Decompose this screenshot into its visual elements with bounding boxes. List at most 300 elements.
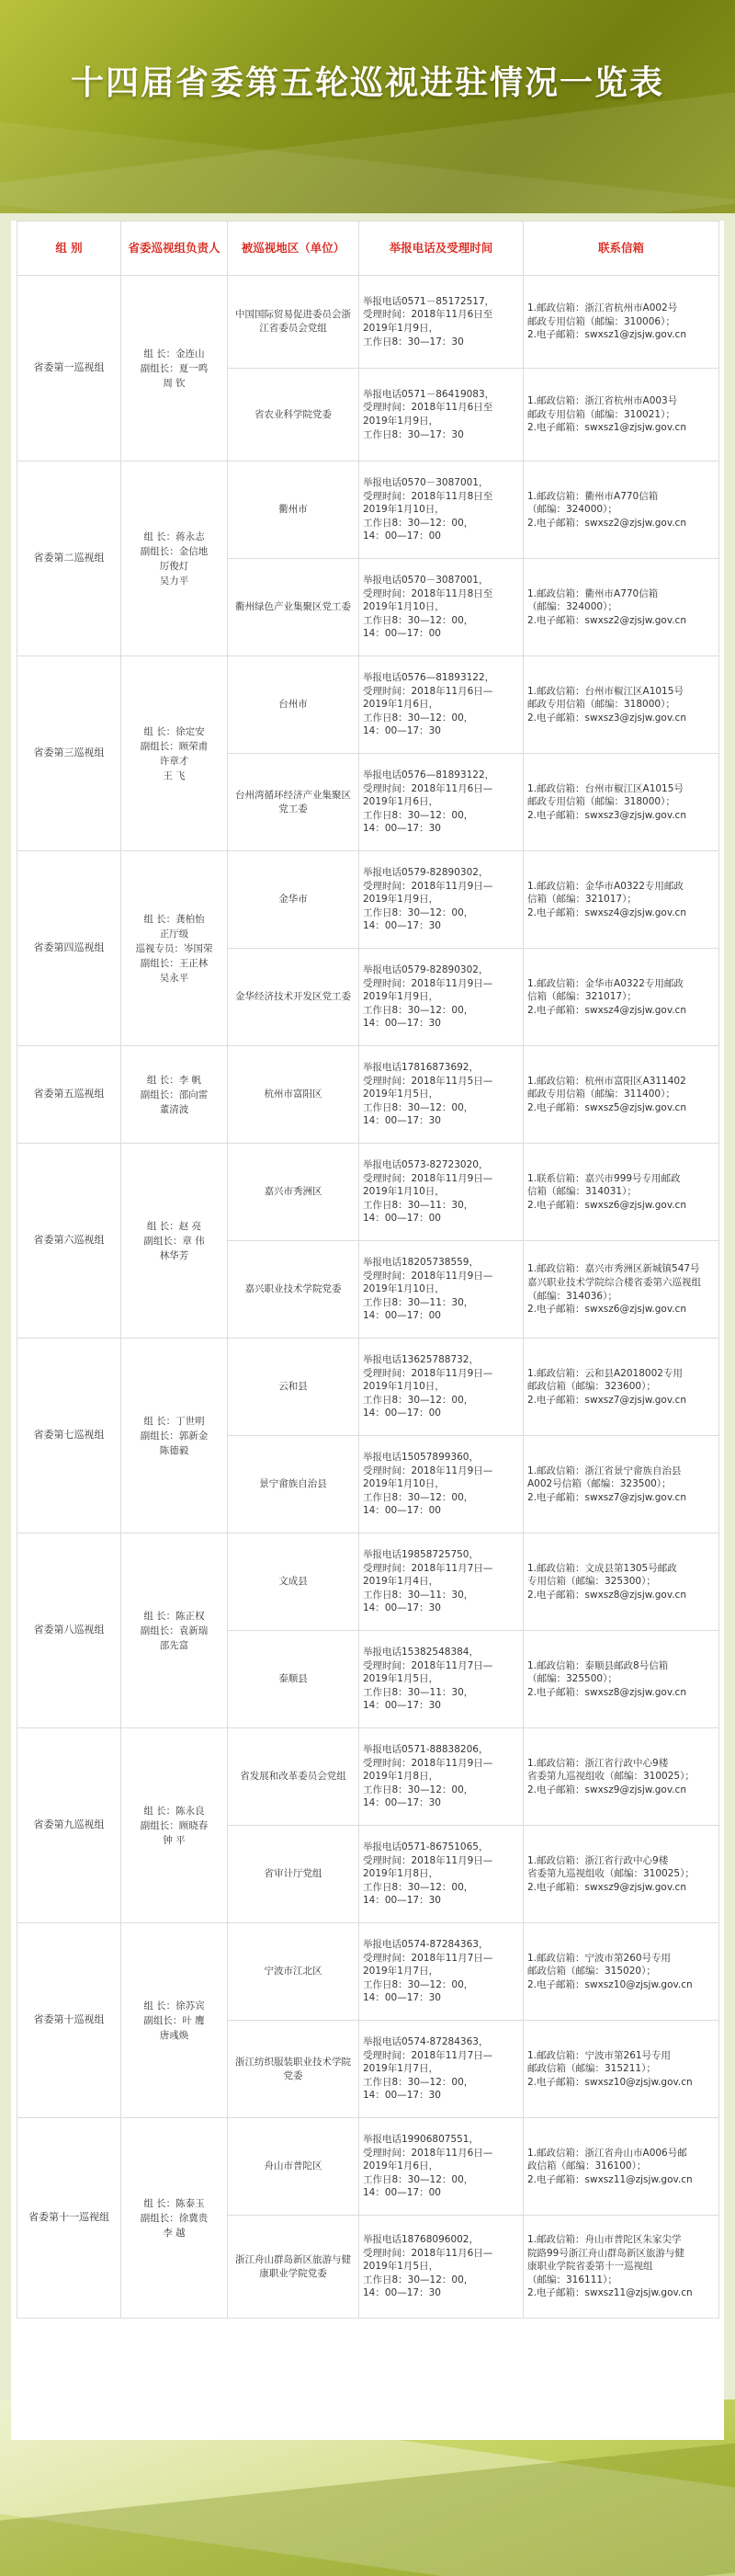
contact-line: 1.邮政信箱：舟山市普陀区朱家尖学 [527,2234,682,2246]
phone-line: 2019年1月6日， [363,2160,439,2172]
phone-line: 举报电话0574-87284363， [363,1939,489,1951]
group-leaders [121,276,228,462]
contact-mailbox [524,559,719,656]
contact-line: 1.邮政信箱：浙江省行政中心9楼 [527,1854,669,1866]
contact-line: （邮编：325500）； [527,1673,617,1685]
phone-line: 14：00—17：00 [363,1310,441,1322]
leader-line: 王 飞 [163,769,186,781]
contact-line: 1.邮政信箱：浙江省舟山市A006号邮 [527,2147,687,2159]
contact-line: 2.电子邮箱：swxsz11@zjsjw.gov.cn [527,2173,693,2185]
inspected-unit: 嘉兴市秀洲区 [228,1144,359,1241]
phone-line: 2019年1月9日， [363,323,439,334]
phone-line: 14：00—17：00 [363,530,441,542]
contact-line: A002号信箱（邮编：323500）； [527,1478,672,1490]
leader-line: 组 长：徐苏宾 [143,2000,205,2012]
contact-line: 邮政专用信箱（邮编：310006）； [527,315,675,327]
inspected-unit: 景宁畲族自治县 [228,1436,359,1533]
group-name: 省委第一巡视组 [17,276,121,462]
phone-line: 受理时间：2018年11月9日— [363,1757,493,1769]
contact-line: 1.邮政信箱：浙江省杭州市A003号 [527,395,678,407]
phone-line: 工作日8：30—11：30， [363,1686,474,1698]
report-phone-hours [359,754,524,851]
leader-line: 副组长：叶 鹰 [143,2014,205,2026]
contact-mailbox [524,1728,719,1826]
phone-line: 2019年1月7日， [363,1966,439,1978]
contact-mailbox [524,851,719,949]
phone-line: 14：00—17：30 [363,1018,441,1030]
phone-line: 举报电话0571－85172517， [363,295,495,307]
table-row [17,1533,719,1631]
contact-mailbox [524,1144,719,1241]
contact-line: 1.邮政信箱：金华市A0322专用邮政 [527,880,684,892]
contact-line: 邮政专用信箱（邮编：310021）； [527,408,675,420]
phone-line: 14：00—17：30 [363,1895,441,1907]
table-body [17,276,719,2319]
phone-line: 举报电话0573-82723020， [363,1159,489,1171]
group-leaders [121,851,228,1046]
phone-line: 工作日8：30—12：00， [363,1394,474,1406]
inspected-unit: 衢州市 [228,462,359,559]
group-name: 省委第四巡视组 [17,851,121,1046]
inspected-unit: 嘉兴职业技术学院党委 [228,1241,359,1339]
group-name: 省委第九巡视组 [17,1728,121,1923]
phone-line: 受理时间：2018年11月6日— [363,685,493,697]
header-unit: 被巡视地区（单位） [228,222,359,276]
contact-mailbox [524,369,719,462]
phone-line: 2019年1月5日， [363,2261,439,2273]
contact-line: 1.邮政信箱：宁波市第261号专用 [527,2049,672,2061]
contact-line: 1.邮政信箱：浙江省行政中心9楼 [527,1757,669,1769]
group-leaders [121,656,228,851]
phone-line: 受理时间：2018年11月6日至 [363,309,493,321]
phone-line: 工作日8：30—12：00， [363,2274,474,2285]
phone-line: 2019年1月10日， [363,1186,445,1198]
report-phone-hours [359,1046,524,1144]
leader-line: 组 长：蒋永志 [143,530,205,542]
table-row [17,2118,719,2216]
phone-line: 2019年1月10日， [363,601,445,613]
report-phone-hours [359,1241,524,1339]
phone-line: 举报电话0579-82890302， [363,964,489,976]
phone-line: 2019年1月7日， [363,2063,439,2075]
phone-line: 举报电话19906807551， [363,2134,479,2146]
phone-line: 受理时间：2018年11月9日— [363,1854,493,1866]
phone-line: 2019年1月10日， [363,504,445,516]
phone-line: 受理时间：2018年11月9日— [363,1367,493,1379]
contact-line: 2.电子邮箱：swxsz7@zjsjw.gov.cn [527,1394,686,1406]
report-phone-hours [359,559,524,656]
phone-line: 14：00—17：30 [363,920,441,932]
contact-line: 2.电子邮箱：swxsz2@zjsjw.gov.cn [527,614,686,626]
inspected-unit: 金华市 [228,851,359,949]
phone-line: 工作日8：30—17：30 [363,428,464,440]
group-leaders [121,1923,228,2118]
report-phone-hours [359,851,524,949]
phone-line: 举报电话0579-82890302， [363,867,489,879]
table-row [17,1339,719,1436]
table-row [17,276,719,369]
report-phone-hours [359,462,524,559]
phone-line: 举报电话0570－3087001， [363,575,489,587]
leader-line: 组 长：李 帆 [146,1074,202,1086]
contact-mailbox [524,1533,719,1631]
report-phone-hours [359,1533,524,1631]
phone-line: 工作日8：30—11：30， [363,1199,474,1211]
contact-mailbox [524,1826,719,1923]
phone-line: 举报电话0571－86419083， [363,388,495,400]
phone-line: 14：00—17：30 [363,1797,441,1809]
contact-mailbox [524,1241,719,1339]
phone-line: 14：00—17：00 [363,1408,441,1419]
contact-line: 1.邮政信箱：衢州市A770信箱 [527,490,659,502]
leader-line: 陈德毅 [159,1444,189,1456]
leader-line: 副组长：金信地 [140,545,209,557]
report-phone-hours [359,1826,524,1923]
phone-line: 工作日8：30—12：00， [363,1881,474,1893]
phone-line: 受理时间：2018年11月8日至 [363,587,493,599]
phone-line: 2019年1月4日， [363,1576,439,1588]
leader-line: 组 长：丁世明 [143,1415,205,1427]
leader-line: 吴力平 [159,575,189,587]
contact-mailbox [524,2021,719,2118]
phone-line: 受理时间：2018年11月6日— [363,2147,493,2159]
phone-line: 2019年1月9日， [363,894,439,906]
contact-line: 1.邮政信箱：浙江省景宁畲族自治县 [527,1465,682,1476]
contact-line: 邮政信箱（邮编：315211）； [527,2063,656,2075]
contact-line: 专用信箱（邮编：325300）； [527,1576,656,1588]
phone-line: 受理时间：2018年11月7日— [363,1952,493,1964]
table-row [17,1728,719,1826]
phone-line: 举报电话0576—81893122， [363,769,495,781]
contact-line: 1.邮政信箱：宁波市第260号专用 [527,1952,672,1964]
contact-line: 1.邮政信箱：泰顺县邮政8号信箱 [527,1659,669,1671]
contact-line: 院路99号浙江舟山群岛新区旅游与健 [527,2247,684,2259]
group-name: 省委第八巡视组 [17,1533,121,1728]
group-leaders [121,1144,228,1339]
phone-line: 受理时间：2018年11月5日— [363,1075,493,1087]
leader-line: 林华芳 [159,1249,189,1261]
phone-line: 受理时间：2018年11月9日— [363,880,493,892]
leader-line: 组 长：陈永良 [143,1805,205,1817]
report-phone-hours [359,2216,524,2319]
contact-line: 嘉兴职业技术学院综合楼省委第六巡视组 [527,1276,701,1288]
phone-line: 受理时间：2018年11月7日— [363,1659,493,1671]
leader-line: 副组长：顾晓春 [140,1819,209,1831]
inspected-unit: 省农业科学院党委 [228,369,359,462]
phone-line: 14：00—17：00 [363,2187,441,2199]
report-phone-hours [359,1631,524,1728]
contact-line: 2.电子邮箱：swxsz1@zjsjw.gov.cn [527,329,686,341]
phone-line: 受理时间：2018年11月6日至 [363,402,493,414]
phone-line: 工作日8：30—12：00， [363,1491,474,1503]
phone-line: 14：00—17：30 [363,2090,441,2102]
report-phone-hours [359,1728,524,1826]
contact-line: 1.邮政信箱：衢州市A770信箱 [527,587,659,599]
contact-mailbox [524,754,719,851]
contact-line: 2.电子邮箱：swxsz6@zjsjw.gov.cn [527,1199,686,1211]
phone-line: 工作日8：30—12：00， [363,1101,474,1113]
phone-line: 工作日8：30—12：00， [363,1978,474,1990]
inspected-unit: 浙江舟山群岛新区旅游与健康职业学院党委 [228,2216,359,2319]
phone-line: 工作日8：30—11：30， [363,1296,474,1308]
phone-line: 工作日8：30—11：30， [363,1589,474,1601]
inspected-unit: 中国国际贸易促进委员会浙江省委员会党组 [228,276,359,369]
inspected-unit: 泰顺县 [228,1631,359,1728]
phone-line: 受理时间：2018年11月6日— [363,782,493,794]
table-row [17,656,719,754]
phone-line: 2019年1月10日， [363,1283,445,1295]
contact-line: 1.邮政信箱：杭州市富阳区A311402 [527,1075,686,1087]
group-leaders [121,2118,228,2319]
table-row [17,1046,719,1144]
contact-line: 2.电子邮箱：swxsz10@zjsjw.gov.cn [527,1978,693,1990]
phone-line: 举报电话18205738559， [363,1257,479,1269]
contact-line: 邮政专用信箱（邮编：318000）； [527,699,675,711]
phone-line: 14：00—17：30 [363,2287,441,2299]
phone-line: 14：00—17：30 [363,1700,441,1712]
table-row [17,462,719,559]
contact-mailbox [524,1339,719,1436]
phone-line: 工作日8：30—12：00， [363,712,474,724]
phone-line: 2019年1月8日， [363,1771,439,1783]
contact-line: 信箱（邮编：321017）； [527,991,637,1003]
contact-mailbox [524,1436,719,1533]
contact-line: 1.邮政信箱：台州市椒江区A1015号 [527,685,684,697]
report-phone-hours [359,2118,524,2216]
contact-line: 2.电子邮箱：swxsz3@zjsjw.gov.cn [527,712,686,724]
leader-line: 副组长：夏一鸣 [140,362,209,374]
leader-line: 组 长：赵 亮 [146,1220,202,1232]
leader-line: 组 长：金连山 [143,348,205,359]
contact-line: 康职业学院省委第十一巡视组 [527,2261,653,2273]
contact-line: 1.联系信箱：嘉兴市999号专用邮政 [527,1172,681,1184]
contact-line: 政信箱（邮编：316100）； [527,2160,647,2172]
report-phone-hours [359,656,524,754]
leader-line: 副组长：邵向雷 [140,1089,209,1100]
leader-line: 邵先富 [159,1639,189,1651]
contact-mailbox [524,656,719,754]
phone-line: 受理时间：2018年11月9日— [363,1465,493,1476]
inspected-unit: 省发展和改革委员会党组 [228,1728,359,1826]
phone-line: 举报电话0574-87284363， [363,2036,489,2048]
leader-line: 副组长：郭新金 [140,1430,209,1442]
leader-line: 唐彧焕 [159,2029,189,2041]
contact-mailbox [524,1631,719,1728]
phone-line: 2019年1月5日， [363,1089,439,1100]
report-phone-hours [359,1923,524,2021]
contact-line: 邮政专用信箱（邮编：318000）； [527,796,675,808]
phone-line: 14：00—17：30 [363,1602,441,1614]
phone-line: 14：00—17：30 [363,1115,441,1127]
group-leaders [121,1533,228,1728]
phone-line: 举报电话0570－3087001， [363,477,489,489]
table-row [17,851,719,949]
phone-line: 2019年1月5日， [363,1673,439,1685]
table-card [11,221,724,2440]
contact-line: 2.电子邮箱：swxsz6@zjsjw.gov.cn [527,1304,686,1316]
leader-line: 副组长：顾荣甫 [140,740,209,752]
report-phone-hours [359,1144,524,1241]
leader-line: 组 长：陈正权 [143,1610,205,1622]
contact-line: 2.电子邮箱：swxsz8@zjsjw.gov.cn [527,1589,686,1601]
contact-line: 2.电子邮箱：swxsz3@zjsjw.gov.cn [527,809,686,821]
inspected-unit: 金华经济技术开发区党工委 [228,949,359,1046]
phone-line: 举报电话13625788732， [363,1354,479,1366]
contact-line: 2.电子邮箱：swxsz7@zjsjw.gov.cn [527,1491,686,1503]
inspected-unit: 宁波市江北区 [228,1923,359,2021]
contact-line: （邮编：324000）； [527,504,617,516]
inspection-table [17,221,719,2319]
contact-line: 1.邮政信箱：台州市椒江区A1015号 [527,782,684,794]
group-name: 省委第七巡视组 [17,1339,121,1533]
leader-line: 钟 平 [163,1834,186,1846]
contact-line: 1.邮政信箱：浙江省杭州市A002号 [527,302,678,314]
phone-line: 举报电话19858725750， [363,1549,479,1561]
contact-line: 2.电子邮箱：swxsz4@zjsjw.gov.cn [527,906,686,918]
inspected-unit: 舟山市普陀区 [228,2118,359,2216]
leader-line: 厉俊灯 [159,560,189,572]
phone-line: 14：00—17：30 [363,725,441,737]
phone-line: 2019年1月9日， [363,991,439,1003]
contact-line: 2.电子邮箱：swxsz10@zjsjw.gov.cn [527,2076,693,2088]
contact-line: 邮政信箱（邮编：323600）； [527,1381,656,1393]
contact-mailbox [524,1046,719,1144]
leader-line: 组 长：陈泰玉 [143,2197,205,2209]
inspected-unit: 云和县 [228,1339,359,1436]
inspected-unit: 衢州绿色产业集聚区党工委 [228,559,359,656]
contact-line: 省委第九巡视组收（邮编：310025）； [527,1868,695,1880]
contact-line: 2.电子邮箱：swxsz11@zjsjw.gov.cn [527,2287,693,2299]
phone-line: 受理时间：2018年11月9日— [363,1270,493,1282]
table-row [17,1923,719,2021]
contact-line: 2.电子邮箱：swxsz8@zjsjw.gov.cn [527,1686,686,1698]
header-phone: 举报电话及受理时间 [359,222,524,276]
group-name: 省委第十巡视组 [17,1923,121,2118]
contact-mailbox [524,1923,719,2021]
contact-mailbox [524,462,719,559]
phone-line: 工作日8：30—12：00， [363,906,474,918]
header-banner [0,0,735,213]
group-name: 省委第三巡视组 [17,656,121,851]
leader-line: 李 越 [163,2227,186,2239]
phone-line: 14：00—17：00 [363,1505,441,1517]
group-name: 省委第六巡视组 [17,1144,121,1339]
report-phone-hours [359,369,524,462]
group-leaders [121,462,228,656]
leader-line: 副组长：章 伟 [143,1235,205,1247]
contact-line: 1.邮政信箱：嘉兴市秀洲区新城镇547号 [527,1263,700,1275]
leader-line: 许章才 [159,755,189,767]
contact-line: 2.电子邮箱：swxsz4@zjsjw.gov.cn [527,1004,686,1016]
leader-line: 副组长：徐冀贵 [140,2212,209,2224]
phone-line: 14：00—17：00 [363,1213,441,1225]
phone-line: 举报电话15382548384， [363,1647,479,1658]
contact-mailbox [524,2118,719,2216]
contact-line: 信箱（邮编：314031）； [527,1186,637,1198]
phone-line: 受理时间：2018年11月7日— [363,2049,493,2061]
phone-line: 14：00—17：30 [363,1992,441,2004]
group-name: 省委第二巡视组 [17,462,121,656]
contact-line: 信箱（邮编：321017）； [527,894,637,906]
contact-line: 省委第九巡视组收（邮编：310025）； [527,1771,695,1783]
phone-line: 2019年1月6日， [363,699,439,711]
contact-line: 2.电子邮箱：swxsz9@zjsjw.gov.cn [527,1881,686,1893]
phone-line: 2019年1月10日， [363,1381,445,1393]
phone-line: 举报电话0571-88838206， [363,1744,489,1756]
group-leaders [121,1339,228,1533]
phone-line: 举报电话18768096002， [363,2234,479,2246]
table-header-row [17,222,719,276]
phone-line: 举报电话15057899360， [363,1452,479,1464]
phone-line: 工作日8：30—12：00， [363,809,474,821]
header-leader: 省委巡视组负责人 [121,222,228,276]
group-leaders [121,1046,228,1144]
leader-line: 副组长：王正林 [140,957,209,969]
header-group: 组 别 [17,222,121,276]
inspected-unit: 省审计厅党组 [228,1826,359,1923]
table-row [17,1144,719,1241]
contact-mailbox [524,949,719,1046]
report-phone-hours [359,1339,524,1436]
phone-line: 2019年1月10日， [363,1478,445,1490]
phone-line: 工作日8：30—12：00， [363,517,474,529]
phone-line: 工作日8：30—12：00， [363,1004,474,1016]
group-name: 省委第十一巡视组 [17,2118,121,2319]
contact-line: （邮编：316111）； [527,2274,617,2285]
phone-line: 受理时间：2018年11月9日— [363,1172,493,1184]
phone-line: 受理时间：2018年11月8日至 [363,490,493,502]
contact-mailbox [524,276,719,369]
inspected-unit: 台州市 [228,656,359,754]
leader-line: 董清波 [159,1103,189,1115]
phone-line: 受理时间：2018年11月7日— [363,1562,493,1574]
contact-line: 邮政专用信箱（邮编：311400）； [527,1089,675,1100]
leader-line: 副组长：袁新瑞 [140,1624,209,1636]
report-phone-hours [359,1436,524,1533]
report-phone-hours [359,276,524,369]
phone-line: 受理时间：2018年11月9日— [363,977,493,989]
phone-line: 2019年1月9日， [363,416,439,427]
report-phone-hours [359,2021,524,2118]
leader-line: 周 钦 [163,377,186,389]
inspected-unit: 浙江纺织服装职业技术学院党委 [228,2021,359,2118]
contact-line: 2.电子邮箱：swxsz5@zjsjw.gov.cn [527,1101,686,1113]
contact-line: （邮编：324000）； [527,601,617,613]
phone-line: 2019年1月8日， [363,1868,439,1880]
phone-line: 工作日8：30—12：00， [363,2076,474,2088]
group-leaders [121,1728,228,1923]
phone-line: 工作日8：30—12：00， [363,1784,474,1795]
contact-line: 2.电子邮箱：swxsz1@zjsjw.gov.cn [527,422,686,434]
leader-line: 吴永平 [159,972,189,984]
report-phone-hours [359,949,524,1046]
contact-line: 1.邮政信箱：文成县第1305号邮政 [527,1562,677,1574]
phone-line: 2019年1月6日， [363,796,439,808]
header-contact: 联系信箱 [524,222,719,276]
phone-line: 工作日8：30—12：00， [363,2173,474,2185]
contact-line: （邮编：314036）； [527,1290,617,1302]
leader-line: 组 长：徐定安 [143,725,205,737]
phone-line: 14：00—17：00 [363,628,441,640]
inspected-unit: 杭州市富阳区 [228,1046,359,1144]
leader-line: 正厅级 [159,928,189,940]
contact-line: 邮政信箱（邮编：315020）； [527,1966,656,1978]
inspected-unit: 台州湾循环经济产业集聚区党工委 [228,754,359,851]
group-name: 省委第五巡视组 [17,1046,121,1144]
phone-line: 工作日8：30—12：00， [363,614,474,626]
contact-line: 1.邮政信箱：金华市A0322专用邮政 [527,977,684,989]
contact-line: 1.邮政信箱：云和县A2018002专用 [527,1367,683,1379]
